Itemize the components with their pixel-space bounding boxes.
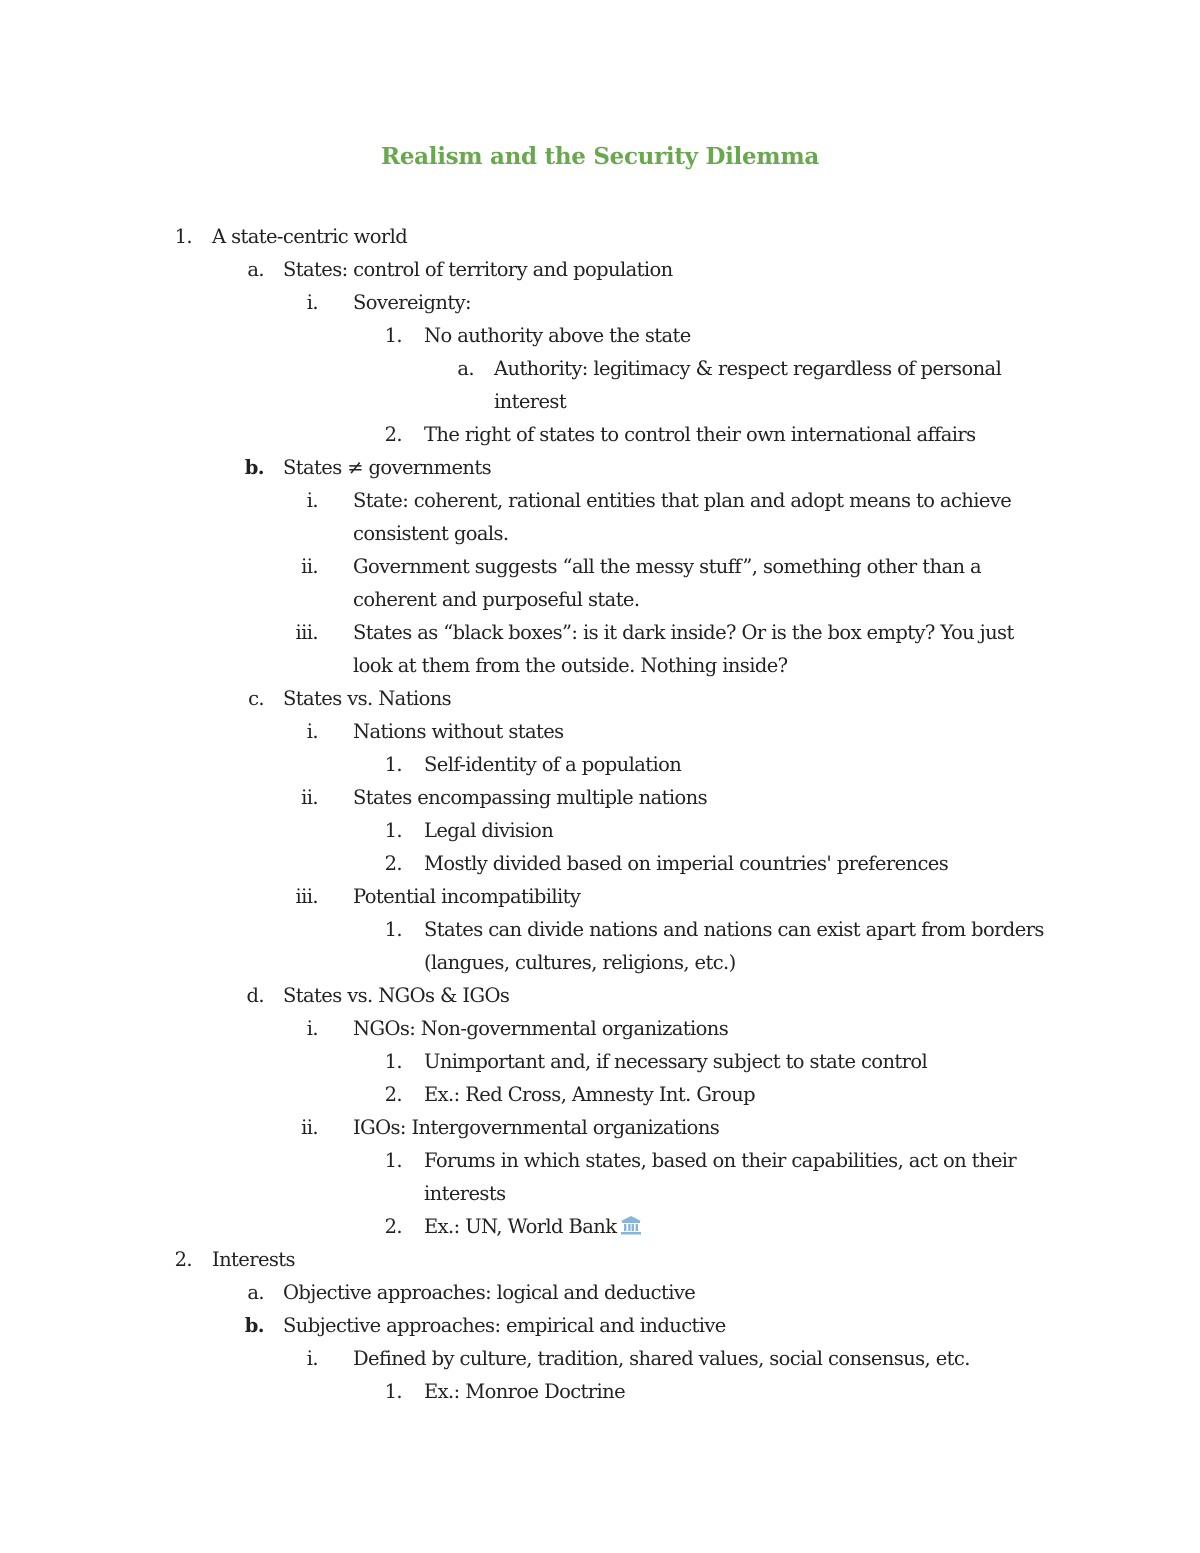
outline-text [494, 352, 1042, 418]
list-marker: ii. [301, 555, 318, 578]
outline-item-level-2 [0, 715, 1200, 748]
outline-item-level-0 [0, 220, 1200, 253]
list-marker: a. [247, 258, 264, 281]
outline-list [0, 220, 1200, 1408]
outline-text [212, 220, 1042, 253]
outline-text-content: States: control of territory and population [283, 258, 673, 281]
list-marker: 1. [384, 1050, 402, 1073]
outline-text-content: Legal division [424, 819, 554, 842]
outline-text-content: NGOs: Non-governmental organizations [353, 1017, 729, 1040]
list-marker: ii. [301, 1116, 318, 1139]
outline-text-content: Forums in which states, based on their capabilities, act on their interests [424, 1149, 1017, 1205]
outline-text-content: States encompassing multiple nations [353, 786, 708, 809]
outline-text-content: Interests [212, 1248, 295, 1271]
list-marker: 1. [384, 819, 402, 842]
outline-text [424, 1078, 1044, 1111]
list-marker: 2. [174, 1248, 192, 1271]
outline-item-level-1 [0, 1309, 1200, 1342]
outline-text-content: Mostly divided based on imperial countries' preferences [424, 852, 949, 875]
outline-item-level-2 [0, 1111, 1200, 1144]
outline-item-level-1 [0, 1276, 1200, 1309]
list-marker: 1. [384, 1380, 402, 1403]
outline-text [353, 880, 1043, 913]
outline-text-content: State: coherent, rational entities that plan and adopt means to achieve consistent goals. [353, 489, 1012, 545]
outline-item-level-2 [0, 781, 1200, 814]
outline-text [283, 1276, 1043, 1309]
outline-text [353, 550, 1043, 616]
list-marker: i. [306, 1017, 318, 1040]
list-marker: 1. [384, 1149, 402, 1172]
outline-item-level-2 [0, 1012, 1200, 1045]
list-marker: 1. [174, 225, 192, 248]
outline-text [212, 1243, 1042, 1276]
list-marker: ii. [301, 786, 318, 809]
outline-text [424, 1375, 1044, 1408]
outline-text-content: Defined by culture, tradition, shared values, social consensus, etc. [353, 1347, 970, 1370]
outline-text-content: Subjective approaches: empirical and inductive [283, 1314, 726, 1337]
outline-text [353, 484, 1043, 550]
outline-item-level-3 [0, 913, 1200, 979]
list-marker: 1. [384, 324, 402, 347]
outline-item-level-3 [0, 1144, 1200, 1210]
list-marker: a. [247, 1281, 264, 1304]
outline-text-content: IGOs: Intergovernmental organizations [353, 1116, 720, 1139]
list-marker: 2. [384, 423, 402, 446]
outline-item-level-3 [0, 1045, 1200, 1078]
outline-text [353, 1111, 1043, 1144]
outline-item-level-3 [0, 319, 1200, 352]
outline-text-content: Objective approaches: logical and deductive [283, 1281, 696, 1304]
list-marker: a. [457, 357, 474, 380]
outline-text-content: States can divide nations and nations can exist apart from borders (langues, cultures, religions, etc.) [424, 918, 1044, 974]
outline-text-content: States vs. Nations [283, 687, 452, 710]
outline-text [353, 781, 1043, 814]
list-marker: 2. [384, 1215, 402, 1238]
list-marker: c. [248, 687, 264, 710]
outline-item-level-3 [0, 418, 1200, 451]
list-marker: 1. [384, 918, 402, 941]
list-marker: 2. [384, 852, 402, 875]
outline-item-level-3 [0, 748, 1200, 781]
outline-text [424, 748, 1044, 781]
outline-text-content: Government suggests “all the messy stuff”, something other than a coherent and purposeful state. [353, 555, 982, 611]
outline-text [424, 418, 1044, 451]
outline-item-level-2 [0, 616, 1200, 682]
outline-item-level-3 [0, 1210, 1200, 1243]
list-marker: i. [306, 489, 318, 512]
outline-item-level-0 [0, 1243, 1200, 1276]
list-marker: 2. [384, 1083, 402, 1106]
outline-text-content: States vs. NGOs & IGOs [283, 984, 510, 1007]
document-title: Realism and the Security Dilemma [381, 143, 819, 170]
outline-text-content: Nations without states [353, 720, 564, 743]
outline-item-level-4 [0, 352, 1200, 418]
outline-text-content: States ≠ governments [283, 456, 492, 479]
list-marker: iii. [295, 885, 318, 908]
outline-text-content: Ex.: UN, World Bank [424, 1215, 617, 1238]
list-marker: iii. [295, 621, 318, 644]
outline-item-level-1 [0, 253, 1200, 286]
outline-item-level-3 [0, 814, 1200, 847]
outline-text-content: Authority: legitimacy & respect regardless of personal interest [494, 357, 1002, 413]
outline-text [283, 979, 1043, 1012]
outline-item-level-1 [0, 979, 1200, 1012]
outline-text [353, 286, 1043, 319]
outline-text-content: No authority above the state [424, 324, 691, 347]
outline-text [283, 682, 1043, 715]
bank-icon [620, 1213, 642, 1235]
list-marker: i. [306, 720, 318, 743]
list-marker: 1. [384, 753, 402, 776]
outline-text [283, 1309, 1043, 1342]
list-marker: b. [244, 1314, 264, 1337]
outline-item-level-2 [0, 286, 1200, 319]
outline-text [424, 913, 1044, 979]
outline-text [424, 847, 1044, 880]
outline-text-content: Sovereignty: [353, 291, 472, 314]
outline-text-content: A state-centric world [212, 225, 408, 248]
outline-text-content: Ex.: Red Cross, Amnesty Int. Group [424, 1083, 756, 1106]
outline-text [353, 1012, 1043, 1045]
list-marker: d. [246, 984, 264, 1007]
outline-item-level-2 [0, 880, 1200, 913]
outline-item-level-2 [0, 484, 1200, 550]
outline-item-level-2 [0, 550, 1200, 616]
outline-text [424, 1045, 1044, 1078]
outline-item-level-2 [0, 1342, 1200, 1375]
outline-text [283, 253, 1043, 286]
outline-text-content: Unimportant and, if necessary subject to state control [424, 1050, 928, 1073]
outline-text [424, 319, 1044, 352]
list-marker: b. [244, 456, 264, 479]
outline-text-content: States as “black boxes”: is it dark inside? Or is the box empty? You just look at them from the outside. Nothing inside? [353, 621, 1014, 677]
outline-text [283, 451, 1043, 484]
outline-item-level-3 [0, 1078, 1200, 1111]
outline-item-level-3 [0, 847, 1200, 880]
outline-text-content: Ex.: Monroe Doctrine [424, 1380, 626, 1403]
outline-text [424, 1144, 1044, 1210]
outline-text [353, 616, 1043, 682]
outline-text [424, 1210, 1044, 1243]
outline-item-level-1 [0, 682, 1200, 715]
outline-text-content: Self-identity of a population [424, 753, 682, 776]
outline-text [424, 814, 1044, 847]
list-marker: i. [306, 1347, 318, 1370]
outline-text [353, 715, 1043, 748]
outline-item-level-3 [0, 1375, 1200, 1408]
outline-text-content: Potential incompatibility [353, 885, 581, 908]
list-marker: i. [306, 291, 318, 314]
outline-text [353, 1342, 1043, 1375]
outline-item-level-1 [0, 451, 1200, 484]
outline-text-content: The right of states to control their own international affairs [424, 423, 976, 446]
